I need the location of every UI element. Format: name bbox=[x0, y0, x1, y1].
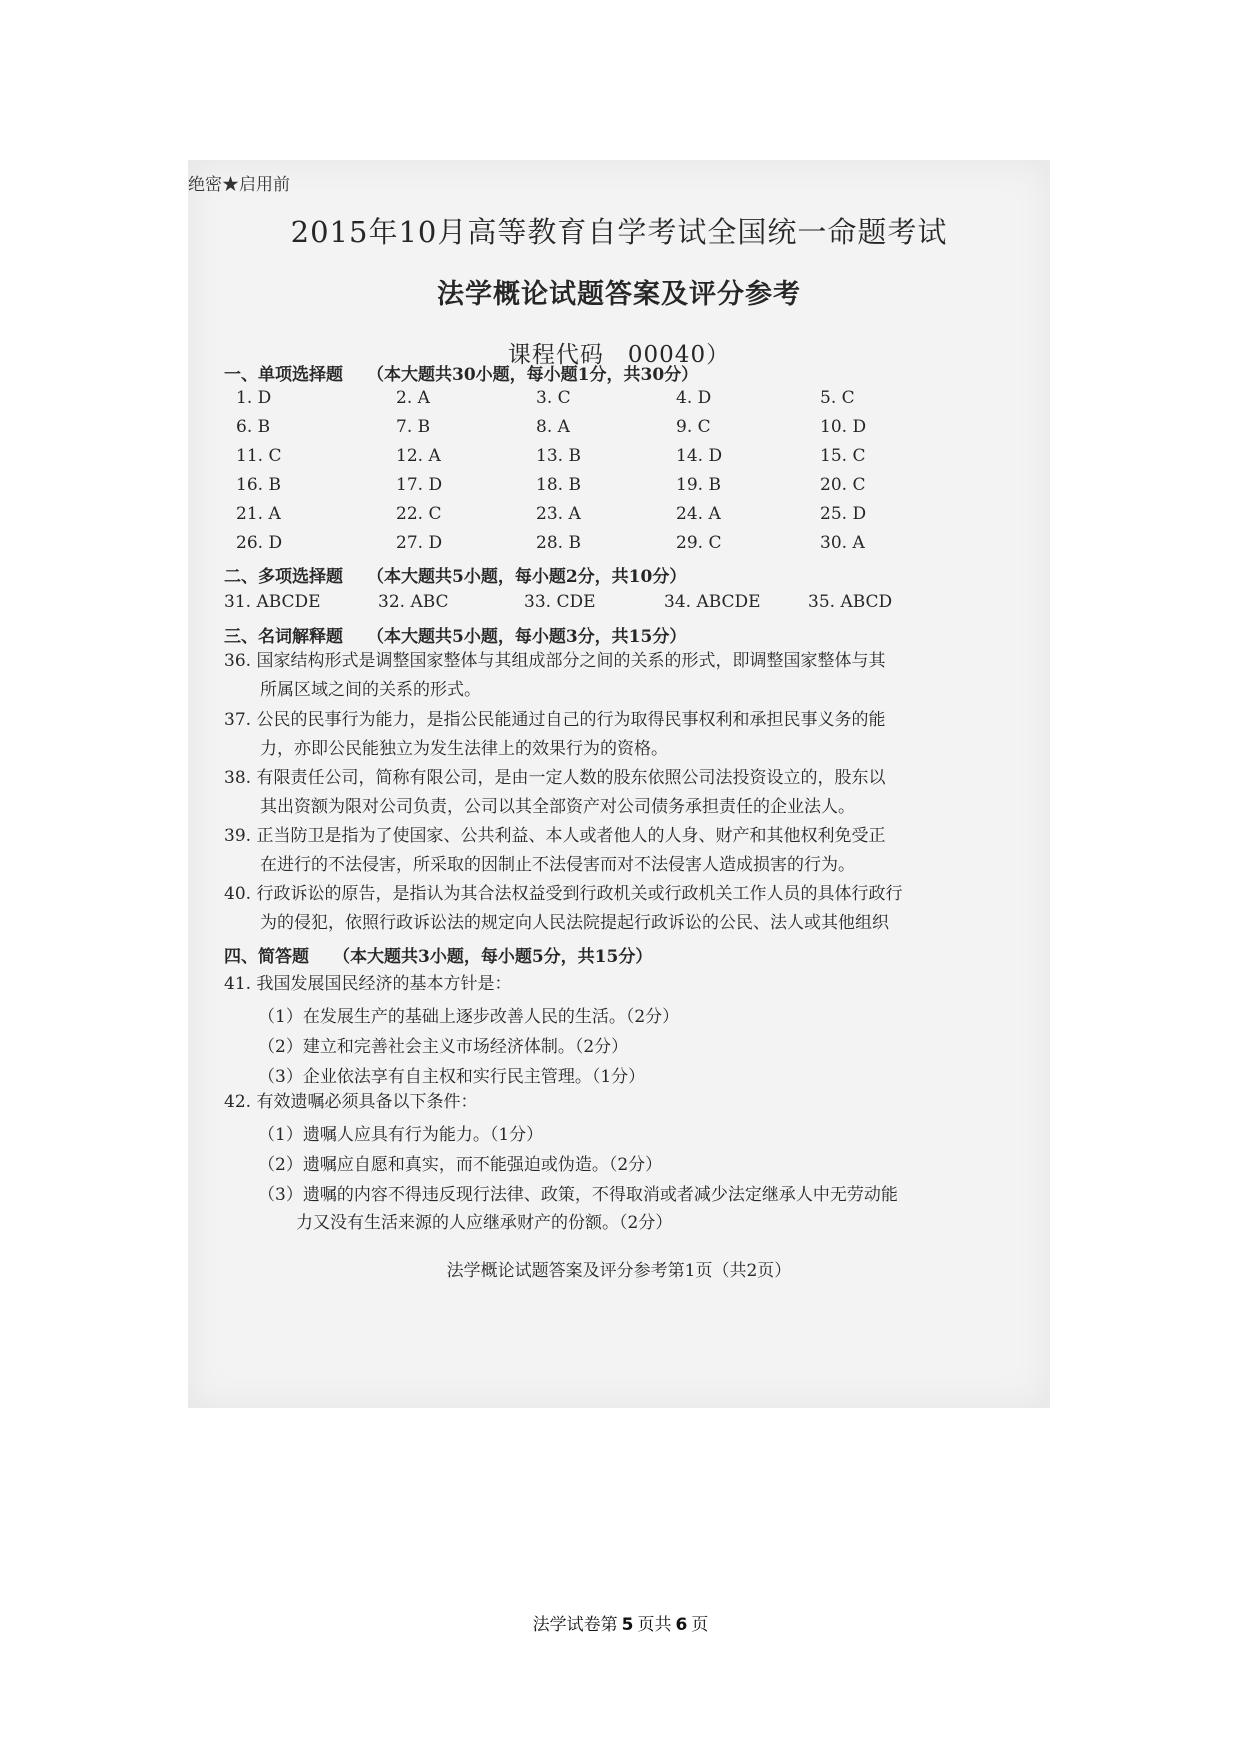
multi-choice-answer: 35. ABCD bbox=[808, 592, 893, 612]
single-choice-answer: 29. C bbox=[676, 533, 722, 553]
single-choice-answer: 28. B bbox=[536, 533, 581, 553]
single-choice-answer: 4. D bbox=[676, 388, 712, 408]
answer-36 bbox=[224, 647, 885, 705]
single-choice-answer: 25. D bbox=[820, 504, 867, 524]
section-note: （本大题共5小题，每小题3分，共15分） bbox=[367, 627, 687, 647]
answer-42-stem: 42. 有效遗嘱必须具备以下条件： bbox=[224, 1092, 478, 1112]
section-note: （本大题共30小题，每小题1分，共30分） bbox=[367, 365, 699, 385]
section-heading-terms bbox=[224, 622, 686, 647]
single-choice-answer: 21. A bbox=[236, 504, 281, 524]
single-choice-answer: 8. A bbox=[536, 417, 570, 437]
single-choice-answer: 1. D bbox=[236, 388, 272, 408]
answer-line: 37. 公民的民事行为能力，是指公民能通过自己的行为取得民事权利和承担民事义务的能 bbox=[224, 710, 886, 730]
single-choice-answer: 10. D bbox=[820, 417, 867, 437]
single-choice-answer: 3. C bbox=[536, 388, 571, 408]
exam-title: 2015年10月高等教育自学考试全国统一命题考试 bbox=[290, 215, 948, 249]
answer-41-item-1: （1）在发展生产的基础上逐步改善人民的生活。（2分） bbox=[258, 1007, 680, 1027]
single-choice-answer: 23. A bbox=[536, 504, 581, 524]
answer-line: 38. 有限责任公司，简称有限公司，是由一定人数的股东依照公司法投资设立的，股东以 bbox=[224, 768, 886, 788]
single-choice-answer: 11. C bbox=[236, 446, 282, 466]
confidential-mark: 绝密★启用前 bbox=[188, 175, 290, 195]
answer-39 bbox=[224, 822, 885, 880]
answer-37 bbox=[224, 706, 885, 764]
document-page-footer bbox=[0, 1610, 1241, 1635]
single-choice-answer: 5. C bbox=[820, 388, 855, 408]
section-title: 二、多项选择题 bbox=[224, 567, 343, 587]
answer-line: 力，亦即公民能独立为发生法律上的效果行为的资格。 bbox=[260, 739, 668, 759]
course-code: 课程代码 00040） bbox=[507, 342, 731, 368]
single-choice-answer: 22. C bbox=[396, 504, 442, 524]
single-choice-answer: 6. B bbox=[236, 417, 271, 437]
single-choice-answer: 7. B bbox=[396, 417, 431, 437]
single-choice-answer: 16. B bbox=[236, 475, 281, 495]
answer-line: 在进行的不法侵害，所采取的因制止不法侵害而对不法侵害人造成损害的行为。 bbox=[260, 855, 855, 875]
section-heading-short-answer bbox=[224, 942, 652, 967]
footer-prefix: 法学试卷第 bbox=[532, 1615, 618, 1635]
single-choice-answer: 30. A bbox=[820, 533, 865, 553]
answer-line: 36. 国家结构形式是调整国家整体与其组成部分之间的关系的形式，即调整国家整体与其 bbox=[224, 651, 886, 671]
single-choice-answer: 26. D bbox=[236, 533, 283, 553]
single-choice-answer: 18. B bbox=[536, 475, 581, 495]
single-choice-answer: 17. D bbox=[396, 475, 443, 495]
total-page-number: 6 bbox=[675, 1615, 688, 1635]
multi-choice-answer: 33. CDE bbox=[524, 592, 596, 612]
answer-41-item-2: （2）建立和完善社会主义市场经济体制。（2分） bbox=[258, 1037, 629, 1057]
answer-line: 40. 行政诉讼的原告，是指认为其合法权益受到行政机关或行政机关工作人员的具体行政行 bbox=[224, 884, 903, 904]
multi-choice-answer: 32. ABC bbox=[378, 592, 449, 612]
answer-40 bbox=[224, 880, 902, 938]
single-choice-answer: 9. C bbox=[676, 417, 711, 437]
section-title: 三、名词解释题 bbox=[224, 627, 343, 647]
single-choice-answer: 2. A bbox=[396, 388, 430, 408]
scanned-answer-sheet bbox=[188, 160, 1050, 1408]
section-title: 四、简答题 bbox=[224, 947, 309, 967]
answer-42-item-3-cont: 力又没有生活来源的人应继承财产的份额。（2分） bbox=[296, 1213, 673, 1233]
answer-41-item-3: （3）企业依法享有自主权和实行民主管理。（1分） bbox=[258, 1067, 646, 1087]
footer-suffix: 页 bbox=[691, 1615, 709, 1635]
current-page-number: 5 bbox=[621, 1615, 634, 1635]
answer-line: 所属区域之间的关系的形式。 bbox=[260, 680, 481, 700]
single-choice-answer: 20. C bbox=[820, 475, 866, 495]
answer-key-title: 法学概论试题答案及评分参考 bbox=[437, 279, 801, 310]
answer-42-item-2: （2）遗嘱应自愿和真实，而不能强迫或伪造。（2分） bbox=[258, 1155, 663, 1175]
answer-38 bbox=[224, 764, 885, 822]
answer-line: 为的侵犯，依照行政诉讼法的规定向人民法院提起行政诉讼的公民、法人或其他组织 bbox=[260, 913, 889, 933]
footer-middle: 页共 bbox=[637, 1615, 672, 1635]
answer-42-item-3: （3）遗嘱的内容不得违反现行法律、政策，不得取消或者减少法定继承人中无劳动能 bbox=[258, 1185, 898, 1205]
single-choice-answer: 13. B bbox=[536, 446, 581, 466]
scan-page-footer: 法学概论试题答案及评分参考第1页（共2页） bbox=[446, 1261, 792, 1281]
answer-42-item-1: （1）遗嘱人应具有行为能力。（1分） bbox=[258, 1125, 544, 1145]
single-choice-answer: 24. A bbox=[676, 504, 721, 524]
single-choice-answer: 27. D bbox=[396, 533, 443, 553]
section-note: （本大题共3小题，每小题5分，共15分） bbox=[333, 947, 653, 967]
answer-41-stem: 41. 我国发展国民经济的基本方针是： bbox=[224, 974, 512, 994]
section-title: 一、单项选择题 bbox=[224, 365, 343, 385]
section-note: （本大题共5小题，每小题2分，共10分） bbox=[367, 567, 687, 587]
multi-choice-answer: 31. ABCDE bbox=[224, 592, 321, 612]
single-choice-answer: 19. B bbox=[676, 475, 721, 495]
section-heading-multi-choice bbox=[224, 562, 686, 587]
multi-choice-answer: 34. ABCDE bbox=[664, 592, 761, 612]
single-choice-answer: 15. C bbox=[820, 446, 866, 466]
single-choice-answer: 14. D bbox=[676, 446, 723, 466]
answer-line: 39. 正当防卫是指为了使国家、公共利益、本人或者他人的人身、财产和其他权利免受正 bbox=[224, 826, 886, 846]
single-choice-answer: 12. A bbox=[396, 446, 441, 466]
answer-line: 其出资额为限对公司负责，公司以其全部资产对公司债务承担责任的企业法人。 bbox=[260, 797, 855, 817]
section-heading-single-choice bbox=[224, 360, 698, 385]
